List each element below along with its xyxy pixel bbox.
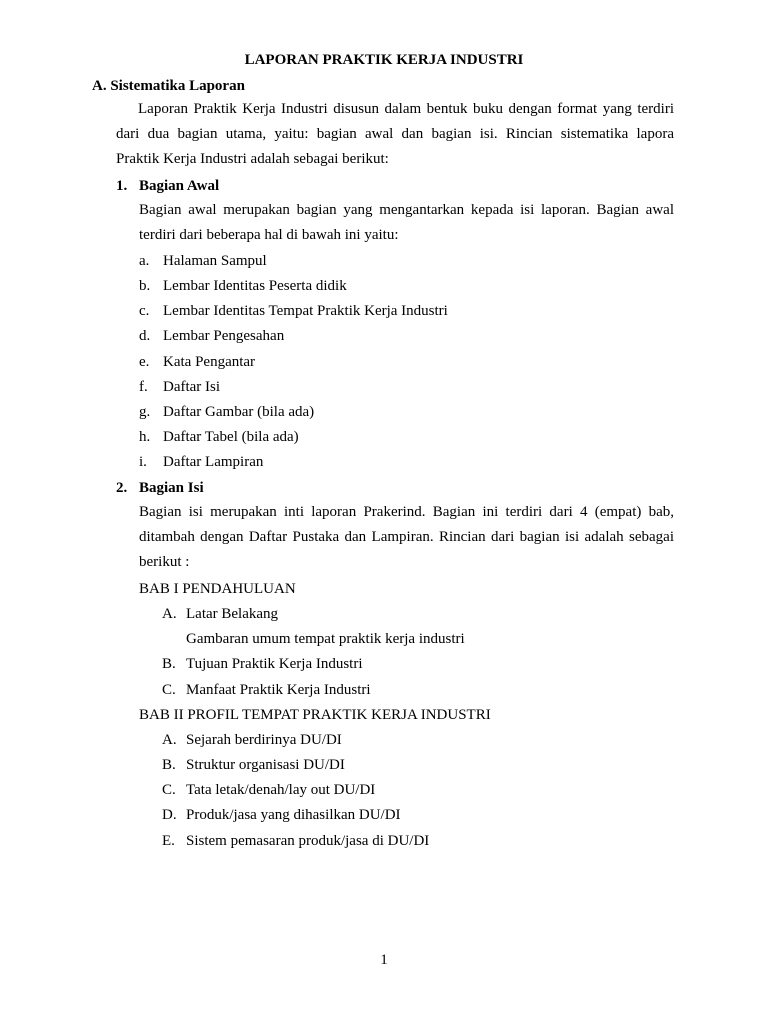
intro-paragraph xyxy=(116,97,674,172)
chapter-heading: BAB II PROFIL TEMPAT PRAKTIK KERJA INDUSTRI xyxy=(139,707,491,723)
paragraph-line: terdiri dari beberapa hal di bawah ini yaitu: xyxy=(139,227,399,243)
list-marker: b. xyxy=(139,278,151,294)
bagian-isi-paragraph xyxy=(139,500,674,575)
list-item: Struktur organisasi DU/DI xyxy=(186,757,345,773)
list-marker: g. xyxy=(139,404,151,420)
list-item-description: Gambaran umum tempat praktik kerja industri xyxy=(186,631,465,647)
subsection-heading: Bagian Isi xyxy=(139,480,204,496)
list-marker: h. xyxy=(139,429,151,445)
list-marker: D. xyxy=(162,807,177,823)
list-marker: c. xyxy=(139,303,150,319)
list-marker: i. xyxy=(139,454,147,470)
paragraph-line: Laporan Praktik Kerja Industri disusun dalam bentuk buku dengan format yang terdiri xyxy=(138,101,674,117)
list-item: Sistem pemasaran produk/jasa di DU/DI xyxy=(186,833,430,849)
list-item: Sejarah berdirinya DU/DI xyxy=(186,732,342,748)
page-number: 1 xyxy=(380,952,388,968)
chapter-heading: BAB I PENDAHULUAN xyxy=(139,581,296,597)
subsection-heading: Bagian Awal xyxy=(139,178,220,194)
list-marker: e. xyxy=(139,354,150,370)
paragraph-line: Bagian isi merupakan inti laporan Prakerind. Bagian ini terdiri dari 4 (empat) bab, xyxy=(139,504,674,520)
list-marker: d. xyxy=(139,328,151,344)
list-item: Lembar Identitas Tempat Praktik Kerja Industri xyxy=(163,303,448,319)
list-number: 1. xyxy=(116,178,128,194)
list-item: Daftar Gambar (bila ada) xyxy=(163,404,315,420)
list-marker: a. xyxy=(139,253,150,269)
list-item: Halaman Sampul xyxy=(163,253,267,269)
list-marker: B. xyxy=(162,656,176,672)
section-heading: A. Sistematika Laporan xyxy=(92,78,245,94)
bagian-awal-paragraph xyxy=(139,198,674,248)
list-item: Lembar Pengesahan xyxy=(163,328,285,344)
list-marker: f. xyxy=(139,379,148,395)
list-marker: C. xyxy=(162,682,176,698)
paragraph-line: Praktik Kerja Industri adalah sebagai berikut: xyxy=(116,151,389,167)
list-item: Kata Pengantar xyxy=(163,354,256,370)
list-item: Daftar Isi xyxy=(163,379,221,395)
list-item: Tujuan Praktik Kerja Industri xyxy=(186,656,363,672)
list-number: 2. xyxy=(116,480,128,496)
list-item: Latar Belakang xyxy=(186,606,279,622)
paragraph-line: Bagian awal merupakan bagian yang mengantarkan kepada isi laporan. Bagian awal xyxy=(139,202,674,218)
list-item: Lembar Identitas Peserta didik xyxy=(163,278,347,294)
paragraph-line: ditambah dengan Daftar Pustaka dan Lampiran. Rincian dari bagian isi adalah sebagai xyxy=(139,529,674,545)
list-item: Tata letak/denah/lay out DU/DI xyxy=(186,782,376,798)
list-marker: A. xyxy=(162,732,177,748)
paragraph-line: berikut : xyxy=(139,554,190,570)
paragraph-line: dari dua bagian utama, yaitu: bagian awal dan bagian isi. Rincian sistematika lapora xyxy=(116,126,674,142)
list-marker: E. xyxy=(162,833,175,849)
list-marker: A. xyxy=(162,606,177,622)
document-title: LAPORAN PRAKTIK KERJA INDUSTRI xyxy=(244,52,524,68)
list-marker: B. xyxy=(162,757,176,773)
list-item: Manfaat Praktik Kerja Industri xyxy=(186,682,371,698)
list-item: Produk/jasa yang dihasilkan DU/DI xyxy=(186,807,401,823)
list-item: Daftar Lampiran xyxy=(163,454,264,470)
list-marker: C. xyxy=(162,782,176,798)
list-item: Daftar Tabel (bila ada) xyxy=(163,429,299,445)
